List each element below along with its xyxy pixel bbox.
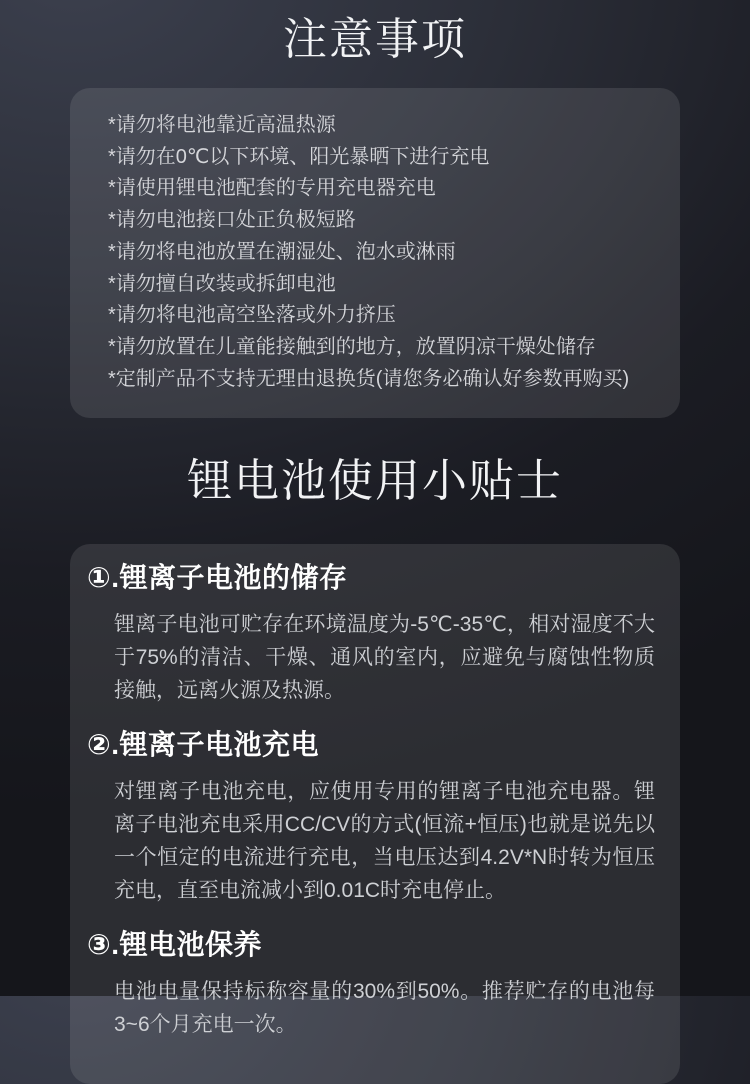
precaution-item: *请使用锂电池配套的专用充电器充电	[108, 177, 436, 200]
precaution-item: *请勿将电池靠近高温热源	[108, 114, 336, 136]
tip-body-charging: 对锂离子电池充电，应使用专用的锂离子电池充电器。锂离子电池充电采用CC/CV的方式(恒流+恒压)也就是说先以一个恒定的电流进行充电，当电压达到4.2V*N时转为恒压充电，直至电流减小到0.01C时充电停止。	[114, 780, 655, 902]
page-title-precautions: 注意事项	[283, 15, 467, 64]
tips-card	[70, 544, 680, 1084]
tip-body-storage: 锂离子电池可贮存在环境温度为-5℃-35℃，相对湿度不大于75%的清洁、干燥、通风的室内，应避免与腐蚀性物质接触，远离火源及热源。	[114, 613, 655, 702]
precaution-item: *请勿将电池放置在潮湿处、泡水或淋雨	[108, 240, 456, 263]
precaution-item: *定制产品不支持无理由退换货(请您务必确认好参数再购买)	[108, 367, 630, 390]
precautions-card	[70, 88, 680, 418]
page-title-tips: 锂电池使用小贴士	[186, 455, 563, 506]
precaution-item: *请勿在0℃以下环境、阳光暴晒下进行充电	[108, 145, 490, 168]
tip-heading-storage: ①.锂离子电池的储存	[87, 562, 348, 593]
tip-section-storage	[70, 562, 680, 707]
tip-body-maintenance: 电池电量保持标称容量的30%到50%。推荐贮存的电池每3~6个月充电一次。	[114, 980, 655, 1036]
tip-section-charging	[70, 729, 680, 907]
tip-heading-charging: ②.锂离子电池充电	[87, 729, 319, 760]
precaution-item: *请勿将电池高空坠落或外力挤压	[108, 304, 396, 327]
precaution-item: *请勿电池接口处正负极短路	[108, 209, 356, 232]
precaution-item: *请勿放置在儿童能接触到的地方，放置阴凉干燥处储存	[108, 335, 596, 358]
precautions-list	[108, 110, 652, 395]
tip-heading-maintenance: ③.锂电池保养	[87, 929, 262, 960]
tip-section-maintenance	[70, 929, 680, 1041]
precaution-item: *请勿擅自改装或拆卸电池	[108, 272, 336, 295]
